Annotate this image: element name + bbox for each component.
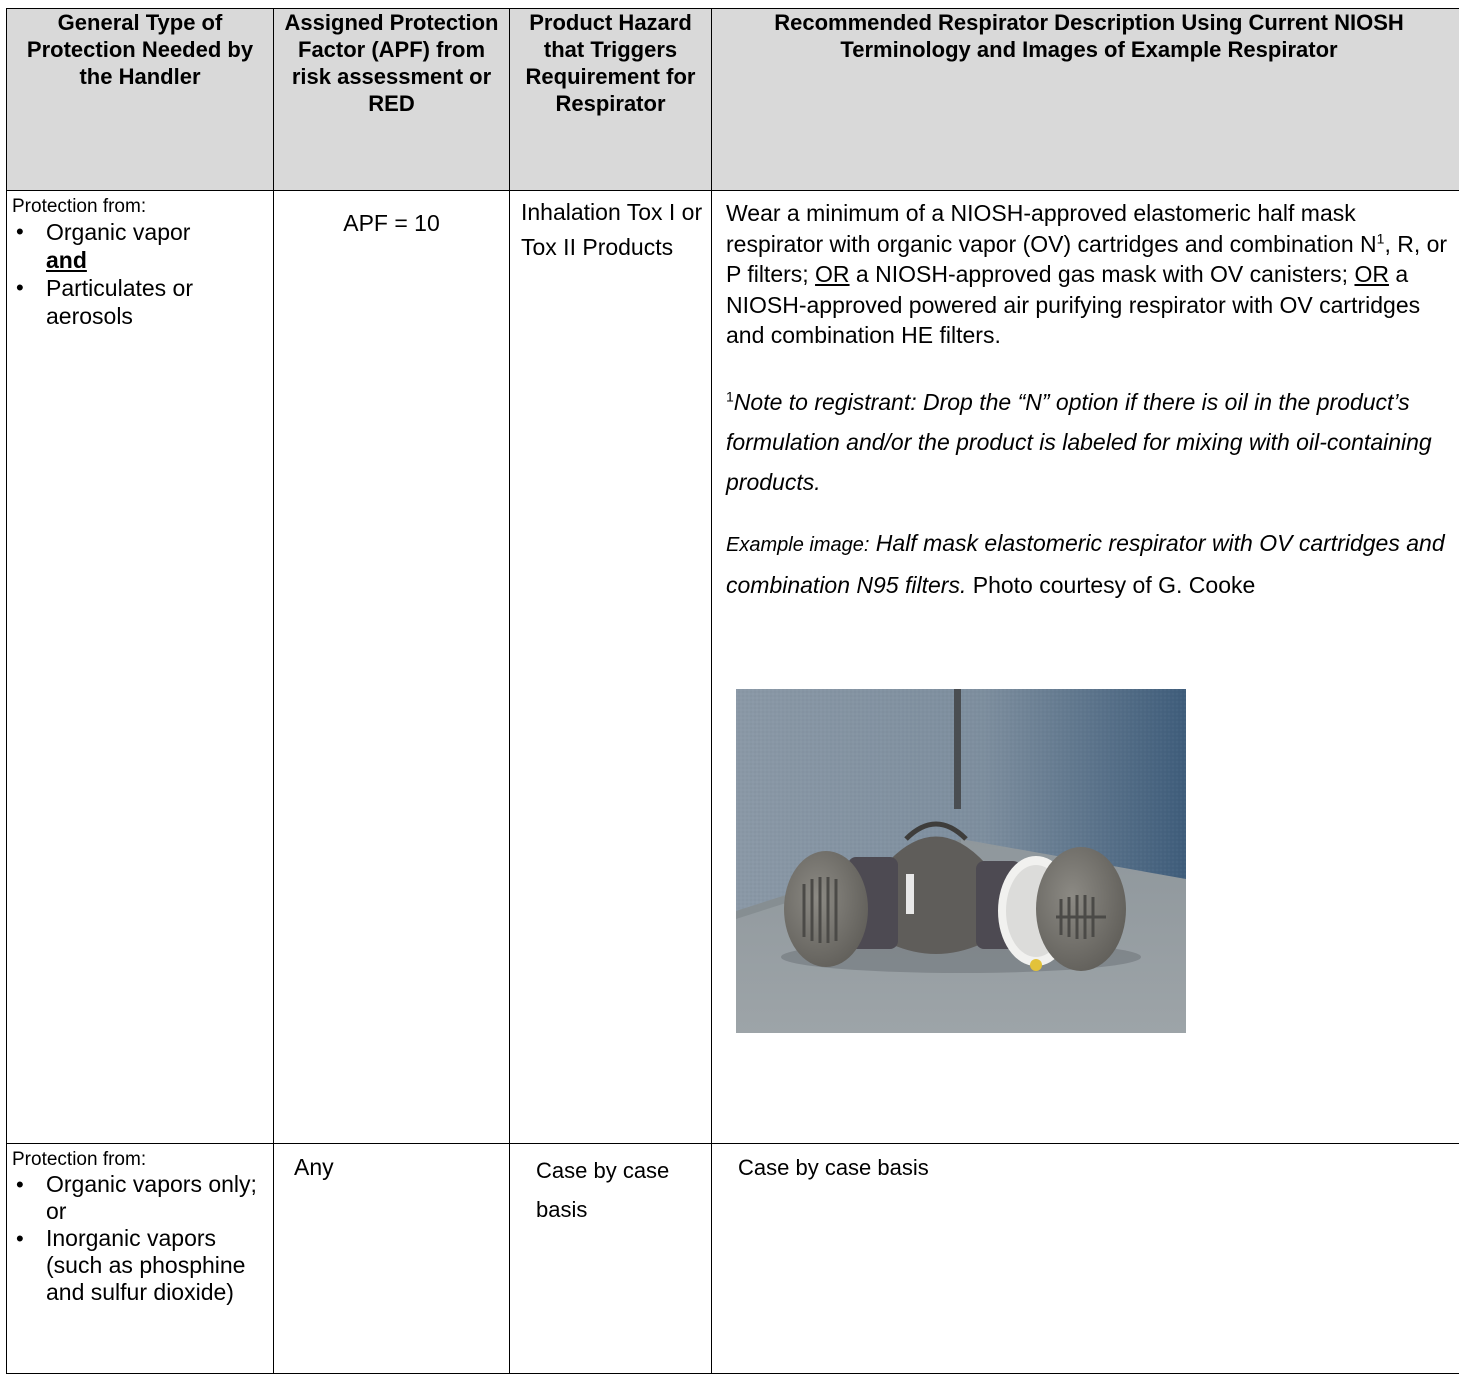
row1-hazard-text: Inhalation Tox I or Tox II Products (521, 195, 705, 265)
row2-protection-label: Protection from: (12, 1148, 267, 1171)
row1-description-cell (712, 191, 1459, 1144)
table-row (7, 1144, 1459, 1374)
header-general-type-text: General Type of Protection Needed by the Handler (27, 10, 253, 89)
desc-s2: , R, or P filters; (726, 231, 1447, 288)
row2-protection-cell (7, 1144, 274, 1374)
example-caption: Half mask elastomeric respirator with OV cartridges and combination N95 filters. (726, 530, 1445, 598)
row1-bullet2: Particulates or aerosols (46, 275, 193, 329)
desc-s3: a NIOSH-approved gas mask with OV canisters; (850, 261, 1355, 287)
header-apf (274, 9, 510, 191)
list-item (12, 1225, 267, 1306)
respirator-photo (736, 689, 1186, 1033)
table-row (7, 191, 1459, 1144)
row1-description-main (726, 198, 1458, 351)
row2-bullet1: Organic vapors only; or (46, 1171, 257, 1224)
header-row (7, 9, 1459, 191)
row1-apf-cell (274, 191, 510, 1144)
row1-protection-list (12, 218, 267, 330)
row1-apf-value: APF = 10 (343, 210, 440, 236)
desc-s4: a NIOSH-approved powered air purifying respirator with OV cartridges and combination HE filters. (726, 261, 1420, 348)
row2-hazard-cell (510, 1144, 712, 1374)
row2-apf-value: Any (294, 1154, 334, 1180)
header-recommended-respirator (712, 9, 1459, 191)
header-recommended-respirator-text: Recommended Respirator Description Using Current NIOSH Terminology and Images of Example Respirator (774, 10, 1404, 62)
row2-protection-list (12, 1171, 267, 1306)
row1-hazard-cell (510, 191, 712, 1144)
list-item (12, 1171, 267, 1225)
respirator-table (6, 8, 1459, 1374)
desc-or1: OR (815, 261, 850, 287)
row2-bullet2: Inorganic vapors (such as phosphine and sulfur dioxide) (46, 1225, 245, 1305)
row1-description-example (726, 523, 1458, 605)
header-general-type (7, 9, 274, 191)
row2-description-cell (712, 1144, 1459, 1374)
row1-bullet1: Organic vapor (46, 219, 190, 245)
note-sup: 1 (726, 388, 734, 404)
header-apf-text: Assigned Protection Factor (APF) from risk assessment or RED (285, 10, 499, 116)
row2-apf-cell (274, 1144, 510, 1374)
header-product-hazard (510, 9, 712, 191)
header-product-hazard-text: Product Hazard that Triggers Requirement for Respirator (526, 10, 696, 116)
list-item (12, 274, 267, 330)
desc-or2: OR (1354, 261, 1389, 287)
row1-description-note (726, 382, 1458, 502)
list-item (12, 218, 267, 274)
desc-s1: Wear a minimum of a NIOSH-approved elastomeric half mask respirator with organic vapor (OV) cartridges and combination N (726, 200, 1377, 257)
desc-sup: 1 (1377, 230, 1385, 246)
row2-description-text: Case by case basis (738, 1155, 929, 1180)
row1-and-word: and (46, 247, 87, 273)
row1-protection-label: Protection from: (12, 195, 267, 218)
example-courtesy: Photo courtesy of G. Cooke (973, 572, 1256, 598)
row2-hazard-text: Case by case basis (536, 1151, 705, 1229)
example-label: Example image: (726, 534, 869, 556)
note-text: Note to registrant: Drop the “N” option if there is oil in the product’s formulation and/or the product is labeled for mixing with oil-containing products. (726, 389, 1432, 495)
row1-protection-cell (7, 191, 274, 1144)
